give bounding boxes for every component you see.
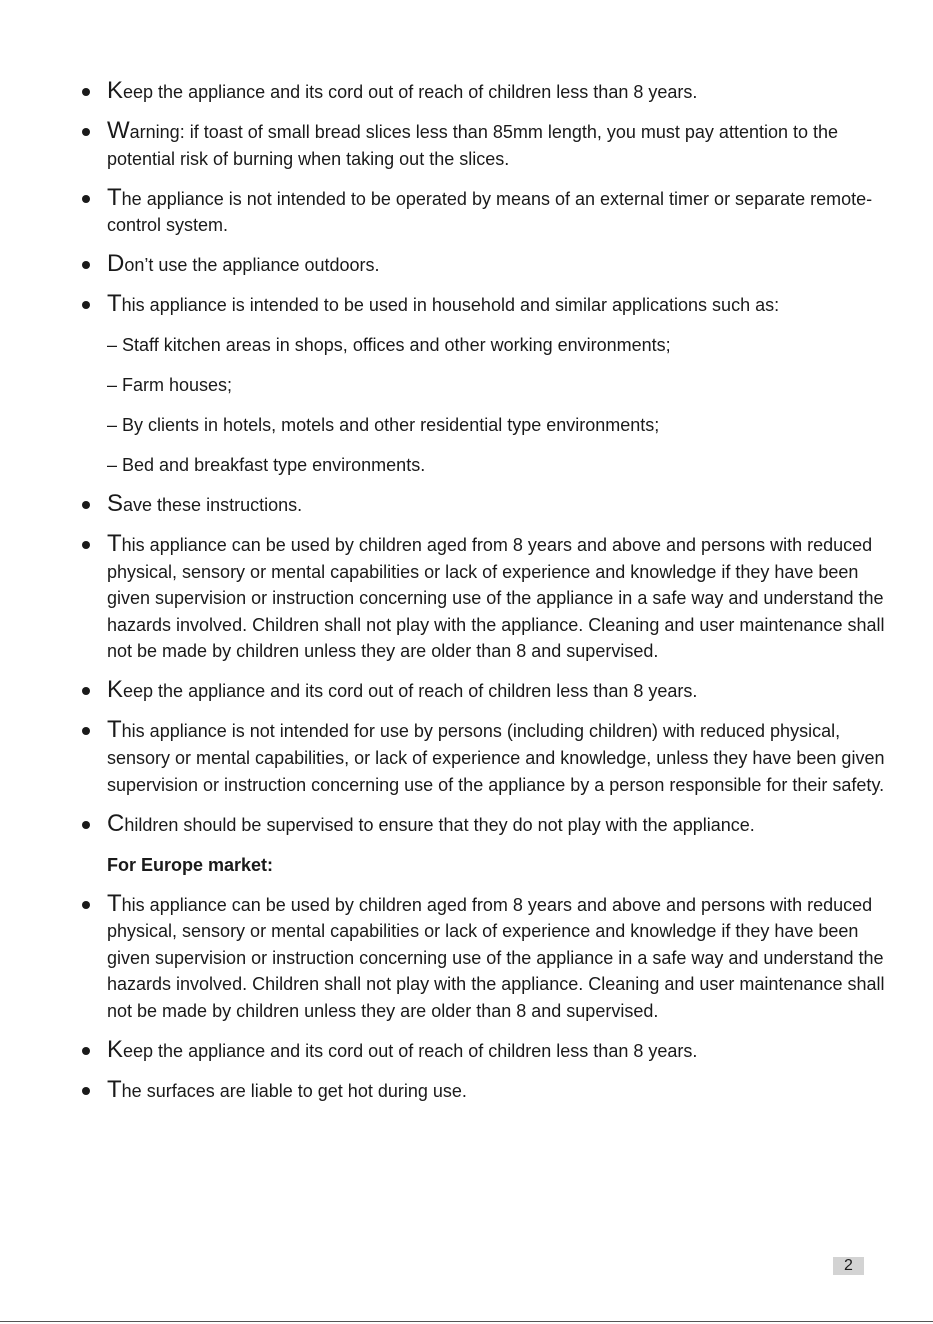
list-item (0, 183, 933, 239)
item-text: hildren should be supervised to ensure that they do not play with the appliance. (124, 814, 755, 835)
initial-letter: D (107, 250, 125, 278)
bullet-icon (82, 687, 90, 695)
bullet-icon (82, 901, 90, 909)
sub-item-text: – By clients in hotels, motels and other residential type environments; (107, 415, 660, 436)
initial-letter: T (107, 1075, 122, 1103)
list-item (0, 292, 933, 319)
sub-list-item (0, 452, 933, 479)
item-text: he surfaces are liable to get hot during use. (121, 1080, 467, 1101)
section-heading (0, 852, 933, 879)
initial-letter: S (107, 490, 124, 518)
item-text: eep the appliance and its cord out of reach of children less than 8 years. (123, 82, 698, 102)
bullet-icon (82, 501, 90, 509)
initial-letter: C (107, 809, 125, 837)
sub-item-text: – Staff kitchen areas in shops, offices and other working environments; (107, 335, 671, 356)
item-text: he appliance is not intended to be operated by means of an external timer or separate remote-control system. (107, 188, 873, 236)
initial-letter: T (107, 889, 122, 917)
bullet-icon (82, 88, 90, 96)
sub-list-item (0, 412, 933, 439)
list-item (0, 718, 933, 798)
item-text: his appliance can be used by children aged from 8 years and above and persons with reduced physical, sensory or mental capabilities or lack of experience and knowledge if they have been given supervision or instruction concerning use of the appliance in a safe way and understand the hazards involved. Children shall not play with the appliance. Cleaning and user maintenance shall not be made by children unless they are older than 8 and supervised. (107, 535, 885, 662)
bullet-icon (82, 261, 90, 269)
item-text: his appliance is intended to be used in household and similar applications such as: (121, 295, 780, 316)
bullet-icon (82, 1087, 90, 1095)
list-item (0, 1035, 933, 1065)
list-item (0, 889, 933, 1025)
bullet-icon (82, 821, 90, 829)
initial-letter: T (107, 290, 122, 318)
initial-letter: K (107, 676, 124, 704)
item-text: eep the appliance and its cord out of reach of children less than 8 years. (123, 681, 698, 702)
item-text: on’t use the appliance outdoors. (124, 255, 380, 276)
bottom-divider (0, 1321, 933, 1322)
initial-letter: W (107, 116, 130, 144)
heading-text: For Europe market: (107, 854, 274, 875)
bullet-icon (82, 541, 90, 549)
item-text: his appliance is not intended for use by persons (including children) with reduced physical, sensory or mental capabilities, or lack of experience and knowledge, unless they have been given supervision or instruction concerning use of the appliance by a person responsible for their safety. (107, 721, 885, 795)
bullet-icon (82, 727, 90, 735)
list-item (0, 252, 933, 279)
list-item (0, 492, 933, 519)
initial-letter: K (107, 1035, 124, 1063)
list-item (0, 79, 933, 106)
initial-letter: K (107, 77, 124, 104)
list-item (0, 1075, 933, 1105)
sub-item-text: – Bed and breakfast type environments. (107, 455, 426, 476)
instructions-list (0, 79, 933, 1118)
initial-letter: T (107, 716, 122, 744)
list-item (0, 532, 933, 665)
item-text: arning: if toast of small bread slices less than 85mm length, you must pay attention to the potential risk of burning when taking out the slices. (107, 121, 839, 169)
bullet-icon (82, 301, 90, 309)
page-number: 2 (833, 1257, 864, 1275)
bullet-icon (82, 128, 90, 136)
sub-item-text: – Farm houses; (107, 375, 233, 396)
sub-list-item (0, 372, 933, 399)
list-item (0, 678, 933, 705)
item-text: ave these instructions. (123, 495, 303, 516)
initial-letter: T (107, 530, 122, 558)
bullet-icon (82, 195, 90, 203)
initial-letter: T (107, 183, 122, 211)
bullet-icon (82, 1047, 90, 1055)
item-text: eep the appliance and its cord out of reach of children less than 8 years. (123, 1040, 698, 1061)
list-item (0, 809, 933, 839)
sub-list-item (0, 332, 933, 359)
list-item (0, 116, 933, 172)
item-text: his appliance can be used by children aged from 8 years and above and persons with reduced physical, sensory or mental capabilities or lack of experience and knowledge if they have been given supervision or instruction concerning use of the appliance in a safe way and understand the hazards involved. Children shall not play with the appliance. Cleaning and user maintenance shall not be made by children unless they are older than 8 and supervised. (107, 894, 885, 1021)
